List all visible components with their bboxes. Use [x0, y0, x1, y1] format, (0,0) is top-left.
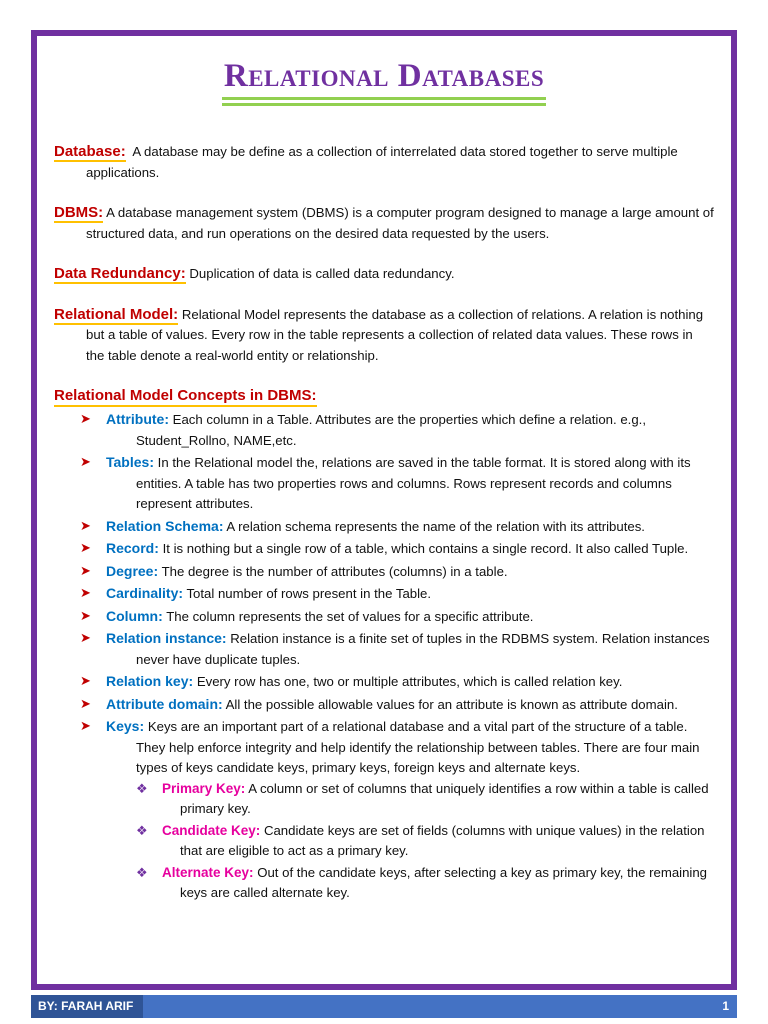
concept-text: Keys are an important part of a relational database and a vital part of the structure of a table. They help enforce integrity and help identify the relationship between tables. There are four main types of keys candidate keys, primary keys, foreign keys and alternate keys.	[136, 719, 700, 775]
key-item	[136, 821, 714, 862]
definition-text: A database management system (DBMS) is a computer program designed to manage a large amount of structured data, and run operations on the desired data requested by the users.	[86, 205, 714, 241]
arrowhead-icon: ➤	[80, 540, 91, 555]
definition-database	[54, 142, 714, 183]
arrowhead-icon: ➤	[80, 607, 91, 623]
four-diamond-icon: ❖	[136, 822, 148, 838]
concept-term: Keys:	[106, 718, 145, 734]
concept-term: Attribute domain:	[106, 695, 223, 712]
keys-list	[106, 779, 714, 904]
key-text: Out of the candidate keys, after selecting a key as primary key, the remaining keys are called alternate key.	[180, 864, 708, 900]
page-number: 1	[722, 999, 729, 1013]
page-title-text: Relational Databases	[222, 58, 546, 100]
key-term: Alternate Key:	[162, 864, 254, 880]
concept-item	[80, 452, 714, 515]
concept-item	[80, 694, 714, 716]
concept-text: It is nothing but a single row of a table, which contains a single record. It also called Tuple.	[162, 541, 689, 556]
concept-term: Column:	[106, 607, 163, 624]
concept-text: The degree is the number of attributes (columns) in a table.	[161, 563, 508, 579]
definition-term: Data Redundancy:	[54, 265, 186, 282]
key-item	[136, 779, 714, 820]
concept-item	[80, 628, 714, 670]
concepts-list	[54, 409, 714, 904]
definition-data-redundancy	[54, 264, 714, 285]
arrowhead-icon: ➤	[80, 411, 91, 426]
concept-term: Tables:	[106, 454, 154, 470]
arrowhead-icon: ➤	[80, 454, 91, 469]
concept-term: Attribute:	[106, 411, 169, 427]
four-diamond-icon: ❖	[136, 864, 148, 880]
concept-term: Relation instance:	[106, 630, 227, 646]
concept-text: Each column in a Table. Attributes are the properties which define a relation. e.g., Student_Rollno, NAME,etc.	[136, 412, 646, 448]
concept-text: Relation instance is a finite set of tuples in the RDBMS system. Relation instances never have duplicate tuples.	[136, 631, 710, 667]
footer-author: BY: FARAH ARIF	[38, 999, 134, 1013]
arrowhead-icon: ➤	[80, 695, 91, 711]
definition-term: DBMS:	[54, 204, 104, 221]
arrowhead-icon: ➤	[80, 673, 91, 688]
concept-item	[80, 409, 714, 451]
concept-term: Record:	[106, 540, 159, 556]
definition-dbms	[54, 203, 714, 244]
document-body	[54, 142, 714, 905]
concept-item	[80, 671, 714, 693]
concept-text: All the possible allowable values for an attribute is known as attribute domain.	[225, 696, 678, 712]
concept-item	[80, 538, 714, 560]
arrowhead-icon: ➤	[80, 585, 91, 600]
concept-text: A relation schema represents the name of the relation with its attributes.	[226, 518, 645, 534]
concept-term: Relation Schema:	[106, 517, 224, 534]
key-text: A column or set of columns that uniquely identifies a row within a table is called primary key.	[180, 780, 709, 816]
page-title	[0, 58, 768, 100]
definition-relational-model	[54, 305, 714, 367]
definition-term: Relational Model:	[54, 305, 179, 323]
concept-term: Degree:	[106, 562, 159, 579]
concept-text: In the Relational model the, relations are saved in the table format. It is stored along with its entities. A table has two properties rows and columns. Rows represent records and columns represent attributes.	[136, 455, 691, 511]
arrowhead-icon: ➤	[80, 630, 91, 645]
key-term: Primary Key:	[162, 780, 246, 796]
key-term: Candidate Key:	[162, 822, 261, 838]
concept-term: Cardinality:	[106, 585, 184, 601]
concept-text: Total number of rows present in the Table.	[186, 586, 432, 601]
concept-item	[80, 516, 714, 538]
definition-text: Duplication of data is called data redundancy.	[189, 266, 455, 281]
concept-term: Relation key:	[106, 673, 194, 689]
concept-item	[80, 606, 714, 628]
concept-item	[80, 583, 714, 605]
arrowhead-icon: ➤	[80, 517, 91, 533]
concept-item-keys	[80, 716, 714, 904]
concept-item	[80, 561, 714, 583]
arrowhead-icon: ➤	[80, 562, 91, 578]
concepts-heading: Relational Model Concepts in DBMS:	[54, 387, 317, 407]
key-item	[136, 863, 714, 904]
definition-text: A database may be define as a collection of interrelated data stored together to serve multiple applications.	[86, 144, 678, 180]
concept-text: Every row has one, two or multiple attributes, which is called relation key.	[196, 674, 623, 689]
concept-text: The column represents the set of values for a specific attribute.	[166, 608, 534, 624]
arrowhead-icon: ➤	[80, 718, 91, 733]
key-text: Candidate keys are set of fields (columns with unique values) in the relation that are eligible to act as a primary key.	[180, 822, 705, 858]
definition-term: Database:	[54, 143, 126, 160]
page-footer	[31, 995, 737, 1018]
four-diamond-icon: ❖	[136, 780, 148, 796]
definition-text: Relational Model represents the database as a collection of relations. A relation is nothing but a table of values. Every row in the table represents a collection of related data values. These rows in the table denote a real-world entity or relationship.	[86, 306, 704, 363]
